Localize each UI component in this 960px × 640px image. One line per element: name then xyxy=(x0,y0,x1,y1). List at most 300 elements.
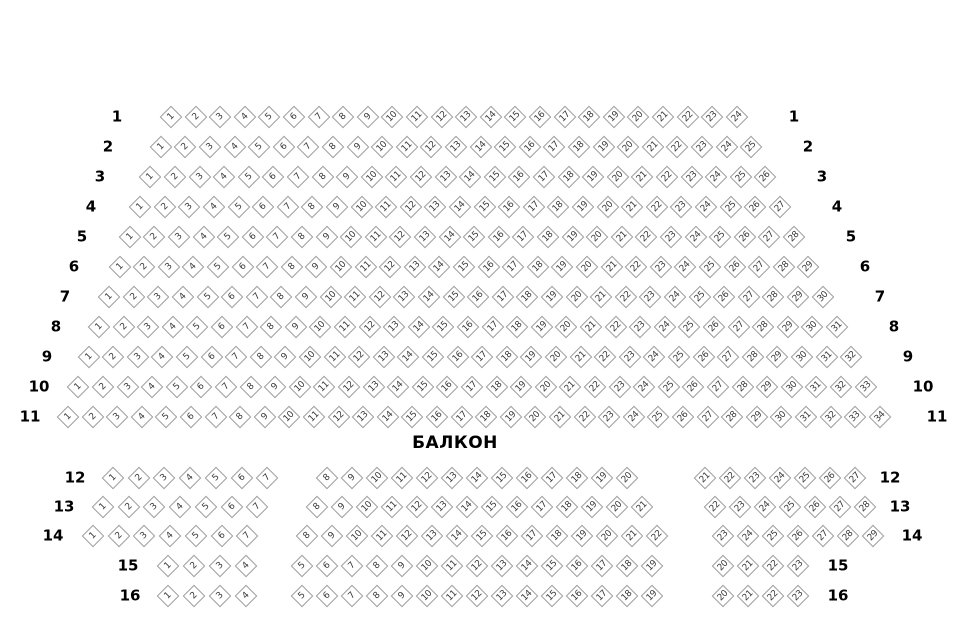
seat[interactable] xyxy=(404,256,427,279)
seat[interactable] xyxy=(164,166,187,189)
seat[interactable] xyxy=(113,316,136,339)
seat[interactable] xyxy=(672,406,695,429)
seat[interactable] xyxy=(545,346,568,369)
seat[interactable] xyxy=(183,555,206,578)
seat[interactable] xyxy=(795,406,818,429)
seat[interactable] xyxy=(185,106,208,129)
seat[interactable] xyxy=(533,166,556,189)
seat[interactable] xyxy=(306,496,329,519)
seat[interactable] xyxy=(566,286,589,309)
seat[interactable] xyxy=(160,106,183,129)
seat[interactable] xyxy=(658,376,681,399)
seat[interactable] xyxy=(291,555,314,578)
seat[interactable] xyxy=(694,467,717,490)
seat[interactable] xyxy=(195,496,218,519)
seat[interactable] xyxy=(555,316,578,339)
seat[interactable] xyxy=(615,286,638,309)
seat[interactable] xyxy=(617,136,640,159)
seat[interactable] xyxy=(527,256,550,279)
seat[interactable] xyxy=(102,346,125,369)
seat[interactable] xyxy=(209,585,232,608)
seat[interactable] xyxy=(441,555,464,578)
seat[interactable] xyxy=(770,406,793,429)
seat[interactable] xyxy=(151,346,174,369)
seat[interactable] xyxy=(274,346,297,369)
seat[interactable] xyxy=(812,286,835,309)
seat[interactable] xyxy=(529,106,552,129)
seat[interactable] xyxy=(190,376,213,399)
seat[interactable] xyxy=(416,467,439,490)
seat[interactable] xyxy=(748,256,771,279)
seat[interactable] xyxy=(231,467,254,490)
seat[interactable] xyxy=(346,525,369,548)
seat[interactable] xyxy=(443,286,466,309)
seat[interactable] xyxy=(547,196,570,219)
seat[interactable] xyxy=(92,376,115,399)
seat[interactable] xyxy=(189,166,212,189)
seat[interactable] xyxy=(496,525,519,548)
seat[interactable] xyxy=(186,316,209,339)
seat[interactable] xyxy=(356,496,379,519)
seat[interactable] xyxy=(520,346,543,369)
seat[interactable] xyxy=(235,555,258,578)
seat[interactable] xyxy=(596,525,619,548)
seat[interactable] xyxy=(844,406,867,429)
seat[interactable] xyxy=(660,226,683,249)
seat[interactable] xyxy=(475,406,498,429)
seat[interactable] xyxy=(574,406,597,429)
seat[interactable] xyxy=(703,316,726,339)
seat[interactable] xyxy=(546,525,569,548)
seat[interactable] xyxy=(297,136,320,159)
seat[interactable] xyxy=(498,196,521,219)
seat[interactable] xyxy=(732,376,755,399)
seat[interactable] xyxy=(391,467,414,490)
seat[interactable] xyxy=(777,316,800,339)
seat[interactable] xyxy=(559,376,582,399)
seat[interactable] xyxy=(209,555,232,578)
seat[interactable] xyxy=(506,496,529,519)
seat[interactable] xyxy=(549,406,572,429)
seat[interactable] xyxy=(389,226,412,249)
seat[interactable] xyxy=(179,467,202,490)
seat[interactable] xyxy=(207,256,230,279)
seat[interactable] xyxy=(143,226,166,249)
seat[interactable] xyxy=(773,256,796,279)
seat[interactable] xyxy=(426,406,449,429)
seat[interactable] xyxy=(752,316,775,339)
seat[interactable] xyxy=(147,286,170,309)
seat[interactable] xyxy=(707,376,730,399)
seat[interactable] xyxy=(641,585,664,608)
seat[interactable] xyxy=(197,286,220,309)
seat[interactable] xyxy=(481,496,504,519)
seat[interactable] xyxy=(92,496,115,519)
seat[interactable] xyxy=(205,467,228,490)
seat[interactable] xyxy=(737,585,760,608)
seat[interactable] xyxy=(738,286,761,309)
seat[interactable] xyxy=(303,406,326,429)
seat[interactable] xyxy=(98,286,121,309)
seat[interactable] xyxy=(754,496,777,519)
seat[interactable] xyxy=(471,346,494,369)
seat[interactable] xyxy=(480,106,503,129)
seat[interactable] xyxy=(363,376,386,399)
seat[interactable] xyxy=(728,316,751,339)
seat[interactable] xyxy=(301,196,324,219)
seat[interactable] xyxy=(441,467,464,490)
seat[interactable] xyxy=(334,316,357,339)
seat[interactable] xyxy=(594,346,617,369)
seat[interactable] xyxy=(729,496,752,519)
seat[interactable] xyxy=(681,166,704,189)
seat[interactable] xyxy=(308,106,331,129)
seat[interactable] xyxy=(159,525,182,548)
seat[interactable] xyxy=(299,346,322,369)
seat[interactable] xyxy=(862,525,885,548)
seat[interactable] xyxy=(127,346,150,369)
seat[interactable] xyxy=(359,316,382,339)
seat[interactable] xyxy=(689,286,712,309)
seat[interactable] xyxy=(119,226,142,249)
seat[interactable] xyxy=(593,136,616,159)
seat[interactable] xyxy=(258,106,281,129)
seat[interactable] xyxy=(769,467,792,490)
seat[interactable] xyxy=(713,286,736,309)
seat[interactable] xyxy=(375,196,398,219)
seat[interactable] xyxy=(432,316,455,339)
seat[interactable] xyxy=(316,555,339,578)
seat[interactable] xyxy=(371,525,394,548)
seat[interactable] xyxy=(451,406,474,429)
seat[interactable] xyxy=(401,406,424,429)
seat[interactable] xyxy=(819,467,842,490)
seat[interactable] xyxy=(182,256,205,279)
seat[interactable] xyxy=(562,226,585,249)
seat[interactable] xyxy=(344,286,367,309)
seat[interactable] xyxy=(211,316,234,339)
seat[interactable] xyxy=(313,376,336,399)
seat[interactable] xyxy=(762,585,785,608)
seat[interactable] xyxy=(131,406,154,429)
seat[interactable] xyxy=(199,136,222,159)
seat[interactable] xyxy=(582,166,605,189)
seat[interactable] xyxy=(642,136,665,159)
seat[interactable] xyxy=(737,525,760,548)
seat[interactable] xyxy=(623,406,646,429)
seat[interactable] xyxy=(787,286,810,309)
seat[interactable] xyxy=(406,106,429,129)
seat[interactable] xyxy=(118,496,141,519)
seat[interactable] xyxy=(158,256,181,279)
seat[interactable] xyxy=(57,406,80,429)
seat[interactable] xyxy=(324,346,347,369)
seat[interactable] xyxy=(328,406,351,429)
seat[interactable] xyxy=(209,106,232,129)
seat[interactable] xyxy=(541,555,564,578)
seat[interactable] xyxy=(341,467,364,490)
seat[interactable] xyxy=(143,496,166,519)
seat[interactable] xyxy=(412,376,435,399)
seat[interactable] xyxy=(322,136,345,159)
seat[interactable] xyxy=(719,467,742,490)
seat[interactable] xyxy=(699,256,722,279)
seat[interactable] xyxy=(246,286,269,309)
seat[interactable] xyxy=(260,316,283,339)
seat[interactable] xyxy=(629,316,652,339)
seat[interactable] xyxy=(609,376,632,399)
seat[interactable] xyxy=(494,136,517,159)
seat[interactable] xyxy=(129,196,152,219)
seat[interactable] xyxy=(664,286,687,309)
seat[interactable] xyxy=(716,136,739,159)
seat[interactable] xyxy=(801,316,824,339)
seat[interactable] xyxy=(236,525,259,548)
seat[interactable] xyxy=(396,525,419,548)
seat[interactable] xyxy=(740,136,763,159)
seat[interactable] xyxy=(840,346,863,369)
seat[interactable] xyxy=(456,496,479,519)
seat[interactable] xyxy=(491,555,514,578)
seat[interactable] xyxy=(726,106,749,129)
seat[interactable] xyxy=(654,316,677,339)
seat[interactable] xyxy=(369,286,392,309)
seat[interactable] xyxy=(422,346,445,369)
seat[interactable] xyxy=(366,585,389,608)
seat[interactable] xyxy=(603,106,626,129)
seat[interactable] xyxy=(383,316,406,339)
seat[interactable] xyxy=(174,136,197,159)
seat[interactable] xyxy=(787,555,810,578)
seat[interactable] xyxy=(621,525,644,548)
seat[interactable] xyxy=(347,136,370,159)
seat[interactable] xyxy=(531,316,554,339)
seat[interactable] xyxy=(235,585,258,608)
seat[interactable] xyxy=(266,226,289,249)
seat[interactable] xyxy=(568,136,591,159)
seat[interactable] xyxy=(621,196,644,219)
seat[interactable] xyxy=(287,166,310,189)
seat[interactable] xyxy=(682,376,705,399)
seat[interactable] xyxy=(855,376,878,399)
seat[interactable] xyxy=(420,136,443,159)
seat[interactable] xyxy=(616,555,639,578)
seat[interactable] xyxy=(591,585,614,608)
seat[interactable] xyxy=(289,376,312,399)
seat[interactable] xyxy=(326,196,349,219)
seat[interactable] xyxy=(321,525,344,548)
seat[interactable] xyxy=(441,585,464,608)
seat[interactable] xyxy=(201,346,224,369)
seat[interactable] xyxy=(756,376,779,399)
seat[interactable] xyxy=(449,196,472,219)
seat[interactable] xyxy=(641,555,664,578)
seat[interactable] xyxy=(431,106,454,129)
seat[interactable] xyxy=(391,585,414,608)
seat[interactable] xyxy=(646,525,669,548)
seat[interactable] xyxy=(418,286,441,309)
seat[interactable] xyxy=(466,585,489,608)
seat[interactable] xyxy=(169,496,192,519)
seat[interactable] xyxy=(256,256,279,279)
seat[interactable] xyxy=(316,467,339,490)
seat[interactable] xyxy=(338,376,361,399)
seat[interactable] xyxy=(447,346,470,369)
seat[interactable] xyxy=(291,585,314,608)
seat[interactable] xyxy=(283,106,306,129)
seat[interactable] xyxy=(647,406,670,429)
seat[interactable] xyxy=(305,256,328,279)
seat[interactable] xyxy=(787,525,810,548)
seat[interactable] xyxy=(88,316,111,339)
seat[interactable] xyxy=(611,226,634,249)
seat[interactable] xyxy=(631,166,654,189)
seat[interactable] xyxy=(242,226,265,249)
seat[interactable] xyxy=(674,256,697,279)
seat[interactable] xyxy=(506,316,529,339)
seat[interactable] xyxy=(510,376,533,399)
seat[interactable] xyxy=(193,226,216,249)
seat[interactable] xyxy=(816,346,839,369)
seat[interactable] xyxy=(566,555,589,578)
seat[interactable] xyxy=(229,406,252,429)
seat[interactable] xyxy=(133,525,156,548)
seat[interactable] xyxy=(278,406,301,429)
seat[interactable] xyxy=(797,256,820,279)
seat[interactable] xyxy=(330,256,353,279)
seat[interactable] xyxy=(826,316,849,339)
seat[interactable] xyxy=(352,406,375,429)
seat[interactable] xyxy=(168,226,191,249)
seat[interactable] xyxy=(781,376,804,399)
seat[interactable] xyxy=(619,346,642,369)
seat[interactable] xyxy=(541,286,564,309)
seat[interactable] xyxy=(252,196,275,219)
seat[interactable] xyxy=(491,585,514,608)
seat[interactable] xyxy=(724,256,747,279)
seat[interactable] xyxy=(535,376,558,399)
seat[interactable] xyxy=(601,256,624,279)
seat[interactable] xyxy=(502,256,525,279)
seat[interactable] xyxy=(424,196,447,219)
seat[interactable] xyxy=(668,346,691,369)
seat[interactable] xyxy=(685,226,708,249)
seat[interactable] xyxy=(543,136,566,159)
seat[interactable] xyxy=(783,226,806,249)
seat[interactable] xyxy=(225,346,248,369)
seat[interactable] xyxy=(769,196,792,219)
seat[interactable] xyxy=(348,346,371,369)
seat[interactable] xyxy=(228,196,251,219)
seat[interactable] xyxy=(854,496,877,519)
seat[interactable] xyxy=(466,555,489,578)
seat[interactable] xyxy=(371,136,394,159)
seat[interactable] xyxy=(597,196,620,219)
seat[interactable] xyxy=(341,555,364,578)
seat[interactable] xyxy=(396,136,419,159)
seat[interactable] xyxy=(408,316,431,339)
seat[interactable] xyxy=(431,496,454,519)
seat[interactable] xyxy=(215,376,238,399)
seat[interactable] xyxy=(470,136,493,159)
seat[interactable] xyxy=(351,196,374,219)
seat[interactable] xyxy=(488,226,511,249)
seat[interactable] xyxy=(435,166,458,189)
seat[interactable] xyxy=(844,467,867,490)
seat[interactable] xyxy=(109,256,132,279)
seat[interactable] xyxy=(712,525,735,548)
seat[interactable] xyxy=(519,136,542,159)
seat[interactable] xyxy=(285,316,308,339)
seat[interactable] xyxy=(281,256,304,279)
seat[interactable] xyxy=(541,585,564,608)
seat[interactable] xyxy=(516,286,539,309)
seat[interactable] xyxy=(571,525,594,548)
seat[interactable] xyxy=(221,496,244,519)
seat[interactable] xyxy=(524,406,547,429)
seat[interactable] xyxy=(607,166,630,189)
seat[interactable] xyxy=(616,585,639,608)
seat[interactable] xyxy=(537,226,560,249)
seat[interactable] xyxy=(678,316,701,339)
seat[interactable] xyxy=(236,316,259,339)
seat[interactable] xyxy=(646,196,669,219)
seat[interactable] xyxy=(652,106,675,129)
seat[interactable] xyxy=(373,346,396,369)
seat[interactable] xyxy=(566,585,589,608)
seat[interactable] xyxy=(466,467,489,490)
seat[interactable] xyxy=(366,467,389,490)
seat[interactable] xyxy=(211,525,234,548)
seat[interactable] xyxy=(183,585,206,608)
seat[interactable] xyxy=(744,467,767,490)
seat[interactable] xyxy=(361,166,384,189)
seat[interactable] xyxy=(277,196,300,219)
seat[interactable] xyxy=(504,106,527,129)
seat[interactable] xyxy=(238,166,261,189)
seat[interactable] xyxy=(541,467,564,490)
seat[interactable] xyxy=(584,376,607,399)
seat[interactable] xyxy=(393,286,416,309)
seat[interactable] xyxy=(635,226,658,249)
seat[interactable] xyxy=(453,256,476,279)
seat[interactable] xyxy=(439,226,462,249)
seat[interactable] xyxy=(461,376,484,399)
seat[interactable] xyxy=(256,467,279,490)
seat[interactable] xyxy=(705,166,728,189)
seat[interactable] xyxy=(586,226,609,249)
seat[interactable] xyxy=(554,106,577,129)
seat[interactable] xyxy=(693,346,716,369)
seat[interactable] xyxy=(516,585,539,608)
seat[interactable] xyxy=(391,555,414,578)
seat[interactable] xyxy=(153,467,176,490)
seat[interactable] xyxy=(746,406,769,429)
seat[interactable] xyxy=(656,166,679,189)
seat[interactable] xyxy=(224,136,247,159)
seat[interactable] xyxy=(82,406,105,429)
seat[interactable] xyxy=(240,376,263,399)
seat[interactable] xyxy=(478,256,501,279)
seat[interactable] xyxy=(296,525,319,548)
seat[interactable] xyxy=(133,256,156,279)
seat[interactable] xyxy=(254,406,277,429)
seat[interactable] xyxy=(381,496,404,519)
seat[interactable] xyxy=(709,226,732,249)
seat[interactable] xyxy=(250,346,273,369)
seat[interactable] xyxy=(606,496,629,519)
seat[interactable] xyxy=(551,256,574,279)
